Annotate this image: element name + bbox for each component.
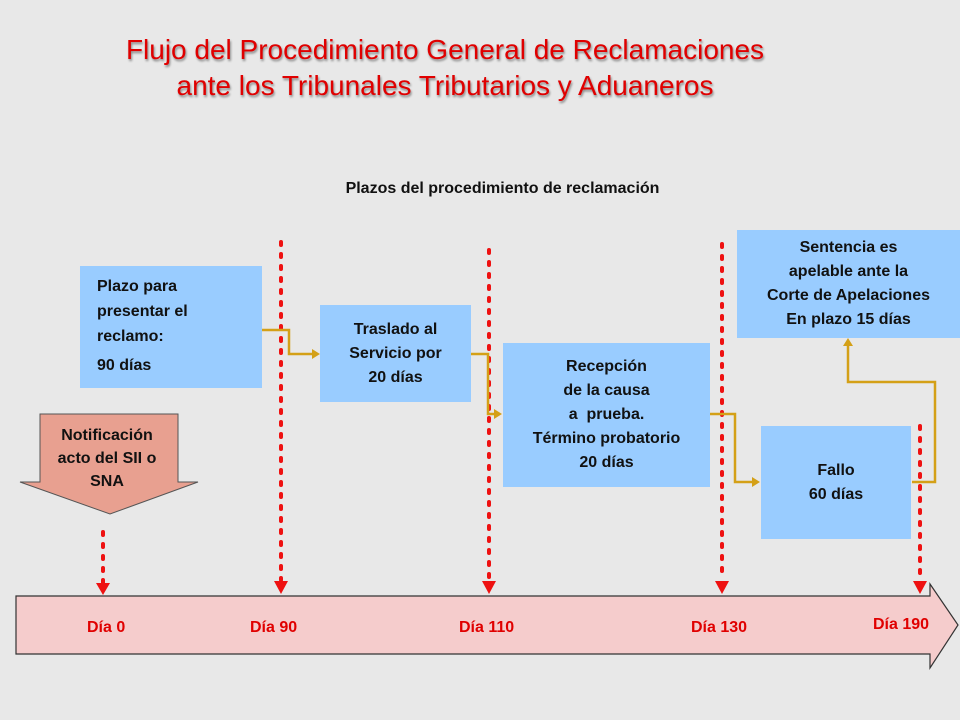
marker-dia-110 xyxy=(482,250,496,594)
box-line: a prueba. xyxy=(568,406,645,423)
box-fallo xyxy=(761,426,911,539)
box-line: presentar el xyxy=(97,303,188,320)
box-line: Sentencia es xyxy=(799,239,898,256)
box-line: 20 días xyxy=(368,368,423,386)
box-traslado xyxy=(320,305,471,402)
day-label-190: Día 190 xyxy=(873,616,930,633)
box-sentencia xyxy=(737,230,960,338)
day-label-90: Día 90 xyxy=(250,619,298,636)
box-line: Servicio por xyxy=(349,344,442,362)
marker-dia-190 xyxy=(913,426,927,594)
box-line: Corte de Apelaciones xyxy=(766,287,930,304)
page-title xyxy=(0,32,890,104)
day-label-130: Día 130 xyxy=(691,619,748,636)
box-line: En plazo 15 días xyxy=(786,311,911,328)
marker-dia-90 xyxy=(274,242,288,594)
box-line: Traslado al xyxy=(353,320,438,338)
notif-line: SNA xyxy=(90,473,124,490)
box-line: 20 días xyxy=(579,454,634,471)
box-line: de la causa xyxy=(563,382,650,399)
box-plazo-reclamo xyxy=(80,266,262,388)
notificacion-label xyxy=(22,424,192,493)
box-line: Fallo xyxy=(817,461,855,479)
box-line: 60 días xyxy=(808,485,864,503)
connector-plazo-traslado xyxy=(262,330,312,354)
diagram-subtitle: Plazos del procedimiento de reclamación xyxy=(345,180,660,197)
box-line: Plazo para xyxy=(97,278,178,295)
title-line-2: ante los Tribunales Tributarios y Aduaneros xyxy=(176,70,714,101)
connector-recepcion-fallo xyxy=(710,414,752,482)
marker-dia-130 xyxy=(715,244,729,594)
marker-dia-0 xyxy=(96,532,110,595)
notif-line: acto del SII o xyxy=(57,450,157,467)
box-recepcion-prueba xyxy=(503,343,710,487)
box-line: Término probatorio xyxy=(532,430,681,447)
day-label-0: Día 0 xyxy=(87,619,126,636)
box-line: 90 días xyxy=(97,357,152,374)
day-label-110: Día 110 xyxy=(459,619,515,636)
box-line: Recepción xyxy=(566,358,647,375)
notif-line: Notificación xyxy=(61,427,153,444)
title-line-1: Flujo del Procedimiento General de Reclamaciones xyxy=(125,34,765,65)
box-line: apelable ante la xyxy=(788,263,909,280)
box-line: reclamo: xyxy=(97,328,164,345)
